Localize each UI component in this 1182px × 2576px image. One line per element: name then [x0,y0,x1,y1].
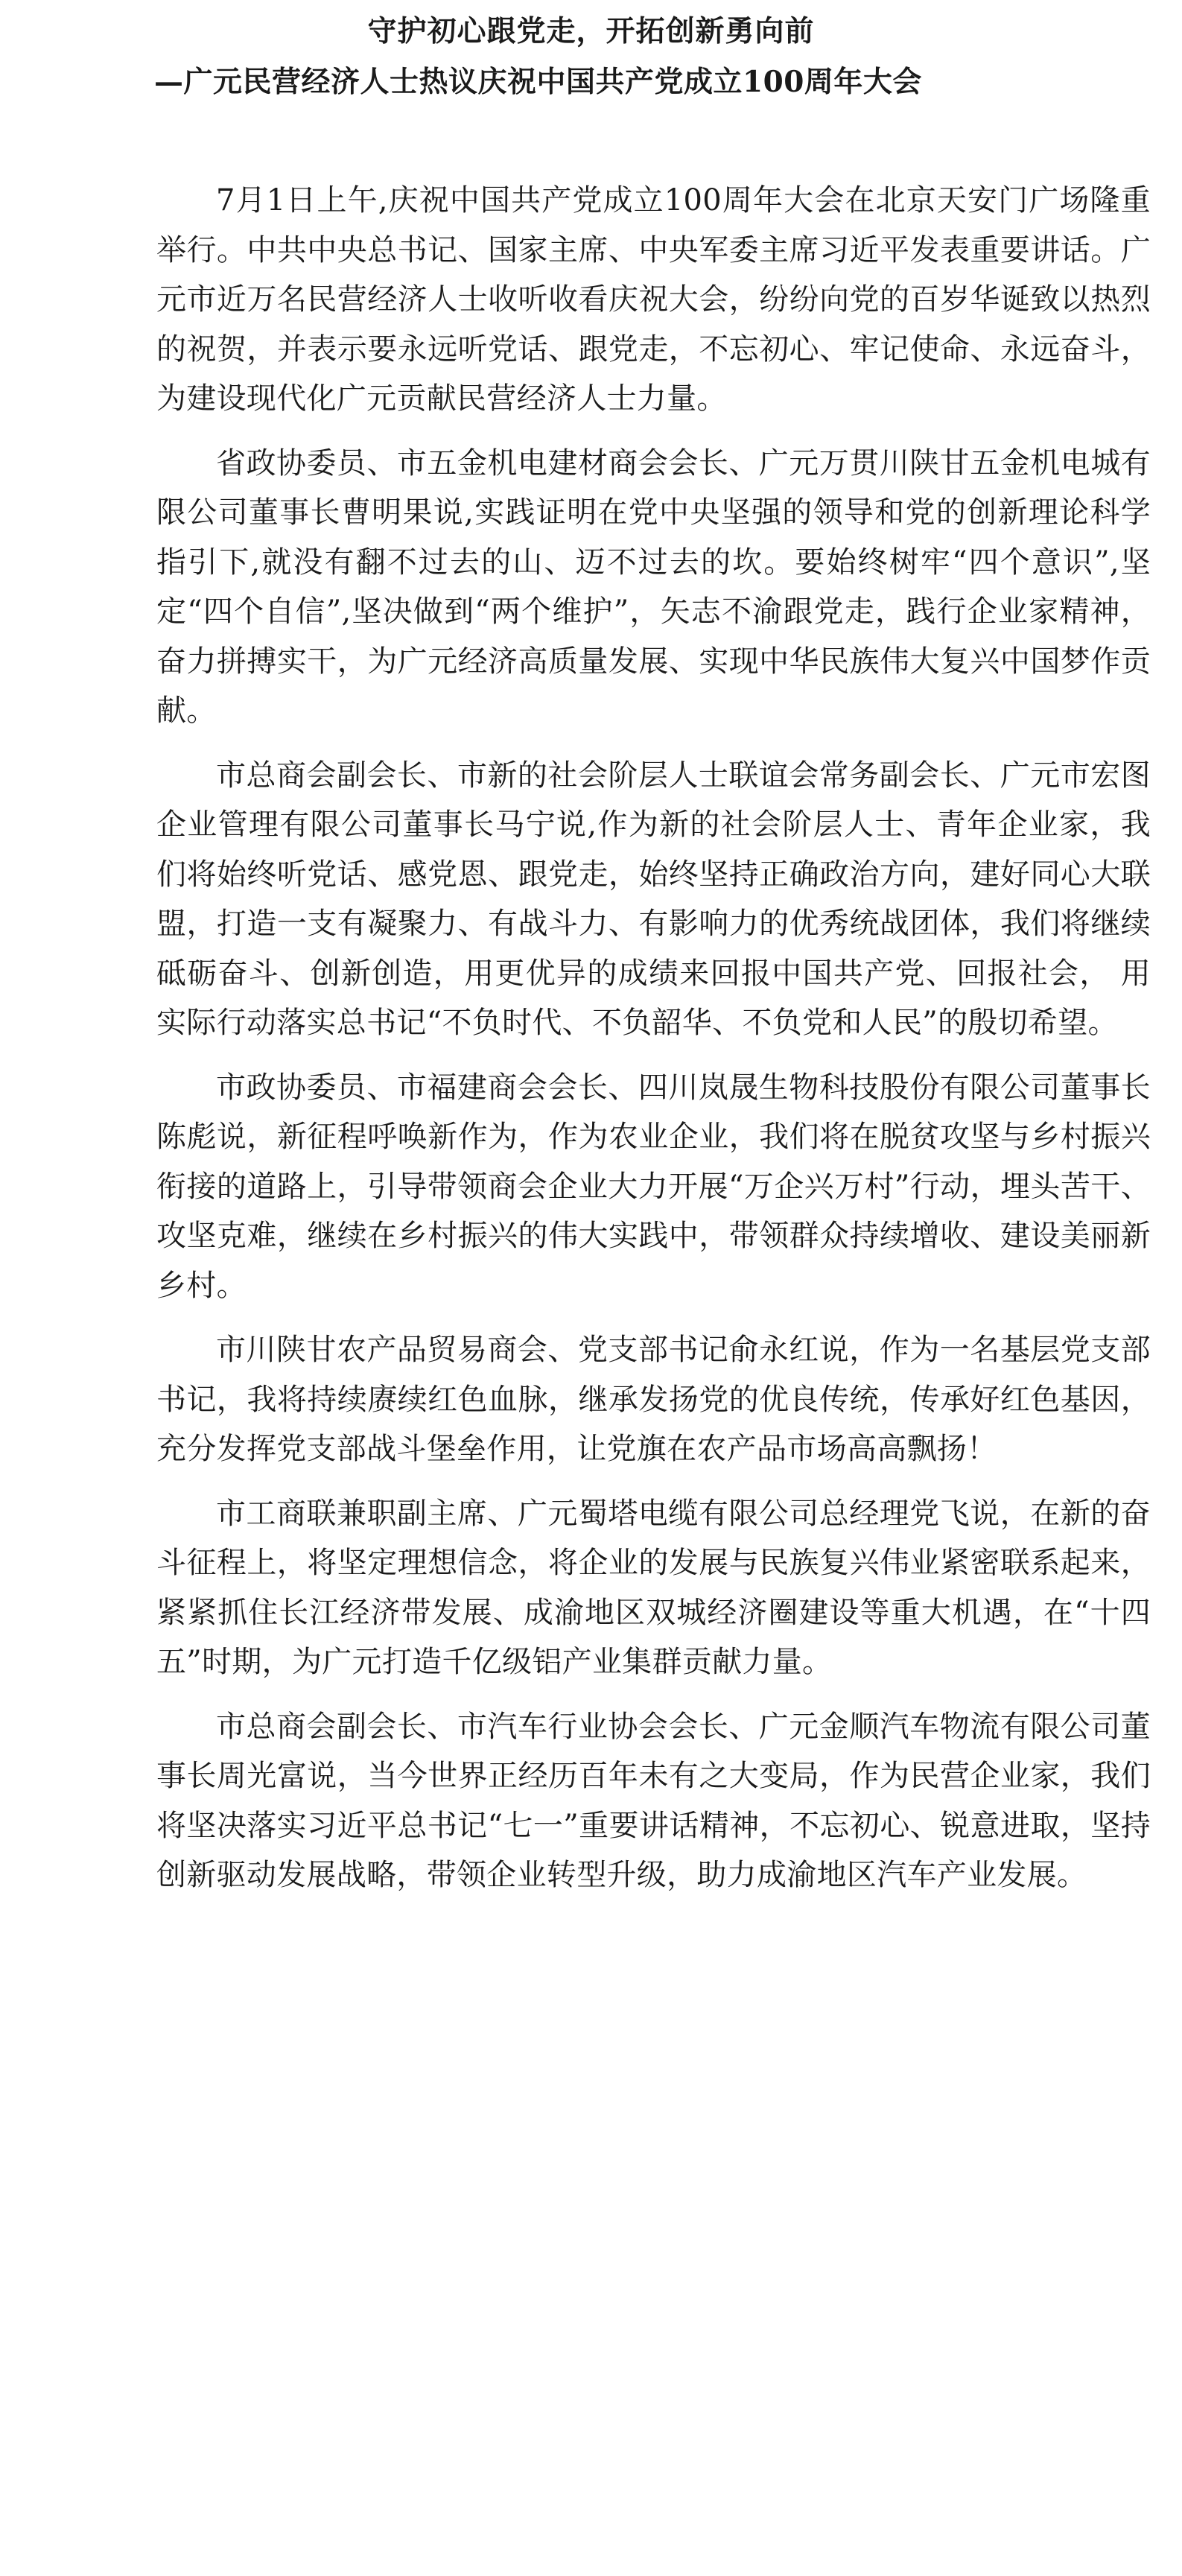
paragraph-3: 市总商会副会长、市新的社会阶层人士联谊会常务副会长、广元市宏图企业管理有限公司董事长马宁说,作为新的社会阶层人士、青年企业家，我们将始终听党话、感党恩、跟党走，始终坚持正确政治方向，建好同心大联盟，打造一支有凝聚力、有战斗力、有影响力的优秀统战团体，我们将继续砥砺奋斗、创新创造，用更优异的成绩来回报中国共产党、回报社会， 用实际行动落实总书记“不负时代、不负韶华、不负党和人民”的殷切希望。 [156,758,1151,1040]
paragraph-1: 7月1日上午,庆祝中国共产党成立100周年大会在北京天安门广场隆重举行。中共中央总书记、国家主席、中央军委主席习近平发表重要讲话。广元市近万名民营经济人士收听收看庆祝大会，纷纷向党的百岁华诞致以热烈的祝贺，并表示要永远听党话、跟党走，不忘初心、牢记使命、永远奋斗，为建设现代化广元贡献民营经济人士力量。 [156,183,1151,416]
paragraph-6: 市工商联兼职副主席、广元蜀塔电缆有限公司总经理党飞说，在新的奋斗征程上，将坚定理想信念，将企业的发展与民族复兴伟业紧密联系起来，紧紧抓住长江经济带发展、成渝地区双城经济圈建设等重大机遇，在“十四五”时期，为广元打造千亿级铝产业集群贡献力量。 [156,1496,1151,1679]
article-title: 守护初心跟党走，开拓创新勇向前 [367,14,815,48]
paragraph-2: 省政协委员、市五金机电建材商会会长、广元万贯川陕甘五金机电城有限公司董事长曹明果说,实践证明在党中央坚强的领导和党的创新理论科学指引下,就没有翻不过去的山、迈不过去的坎。要始终树牢“四个意识”,坚定“四个自信”,坚决做到“两个维护”，矢志不渝跟党走，践行企业家精神，奋力拼搏实干，为广元经济高质量发展、实现中华民族伟大复兴中国梦作贡献。 [156,445,1151,728]
paragraph-7: 市总商会副会长、市汽车行业协会会长、广元金顺汽车物流有限公司董事长周光富说，当今世界正经历百年未有之大变局，作为民营企业家，我们将坚决落实习近平总书记“七一”重要讲话精神，不忘初心、锐意进取，坚持创新驱动发展战略，带领企业转型升级，助力成渝地区汽车产业发展。 [156,1709,1151,1892]
article-body [156,176,1151,1900]
paragraph-5: 市川陕甘农产品贸易商会、党支部书记俞永红说，作为一名基层党支部书记，我将持续赓续红色血脉，继承发扬党的优良传统，传承好红色基因，充分发挥党支部战斗堡垒作用，让党旗在农产品市场高高飘扬！ [156,1333,1151,1466]
paragraph-4: 市政协委员、市福建商会会长、四川岚晟生物科技股份有限公司董事长陈彪说，新征程呼唤新作为，作为农业企业，我们将在脱贫攻坚与乡村振兴衔接的道路上，引导带领商会企业大力开展“万企兴万村”行动，埋头苦干、攻坚克难，继续在乡村振兴的伟大实践中，带领群众持续增收、建设美丽新乡村。 [156,1070,1151,1303]
article-subtitle: —广元民营经济人士热议庆祝中国共产党成立100周年大会 [154,65,922,99]
